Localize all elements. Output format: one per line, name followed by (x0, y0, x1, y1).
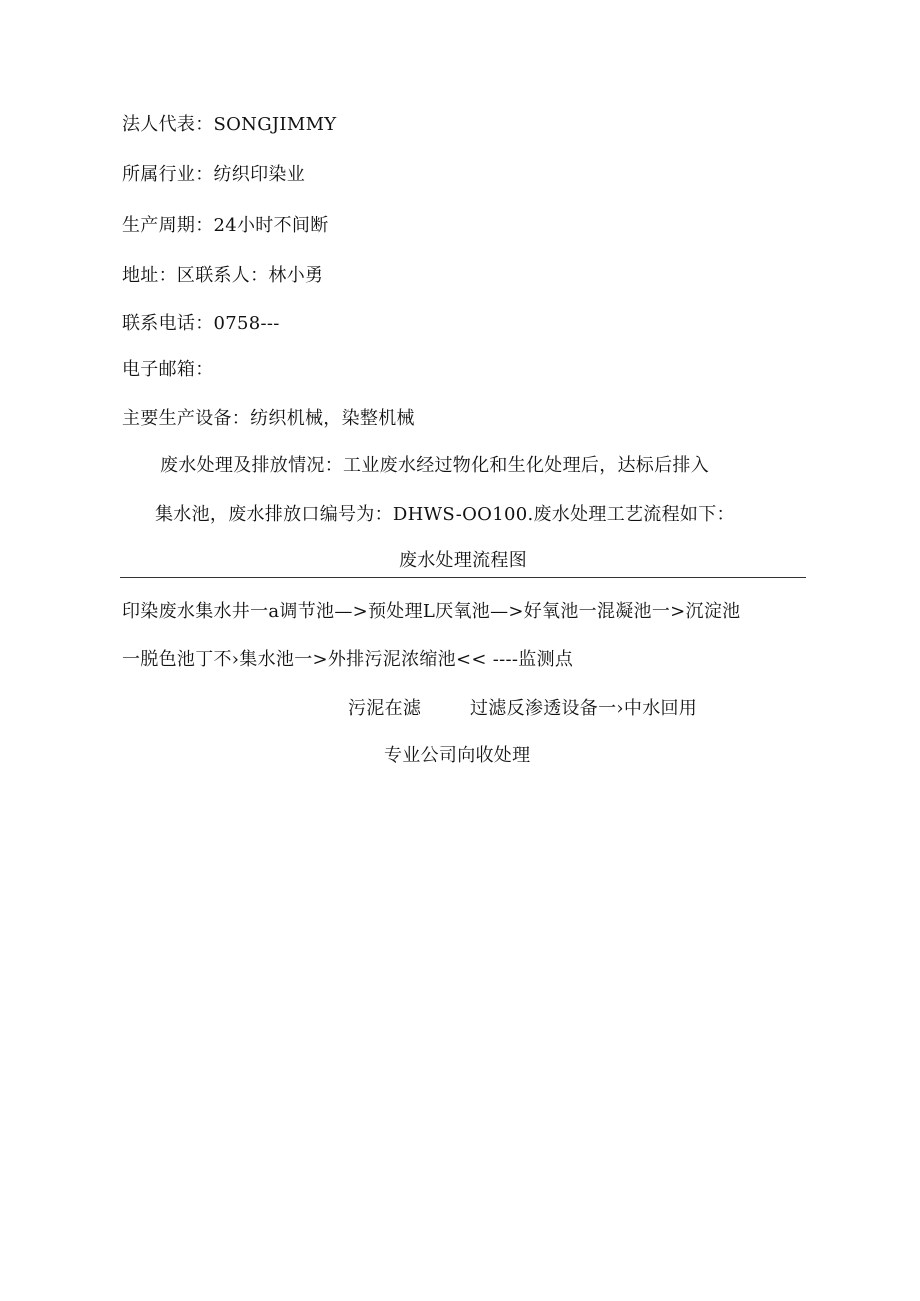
address-contact: 地址：区联系人：林小勇 (122, 265, 324, 286)
flow-line-3-right: 过滤反渗透设备一›中水回用 (470, 698, 698, 719)
flow-line-1: 印染废水集水井一a调节池—>预处理L厌氧池—>好氧池一混凝池一>沉淀池 (122, 601, 741, 622)
title-divider (120, 577, 806, 578)
wastewater-description-line-1: 废水处理及排放情况：工业废水经过物化和生化处理后，达标后排入 (160, 455, 709, 476)
main-equipment: 主要生产设备：纺织机械，染整机械 (122, 408, 415, 429)
industry: 所属行业：纺织印染业 (122, 164, 305, 185)
flow-line-4: 专业公司向收处理 (384, 745, 531, 766)
wastewater-description-line-2: 集水池，废水排放口编号为：DHWS-OO100.废水处理工艺流程如下： (155, 504, 735, 525)
flow-line-2: 一脱色池丁不›集水池一>外排污泥浓缩池<< ----监测点 (122, 649, 574, 670)
phone: 联系电话：0758--- (122, 313, 280, 334)
flowchart-title: 废水处理流程图 (398, 550, 528, 571)
legal-representative: 法人代表：SONGJIMMY (122, 114, 337, 135)
production-cycle: 生产周期：24小时不间断 (122, 215, 329, 236)
flow-line-3-left: 污泥在滤 (348, 698, 422, 719)
email: 电子邮箱： (122, 359, 214, 380)
